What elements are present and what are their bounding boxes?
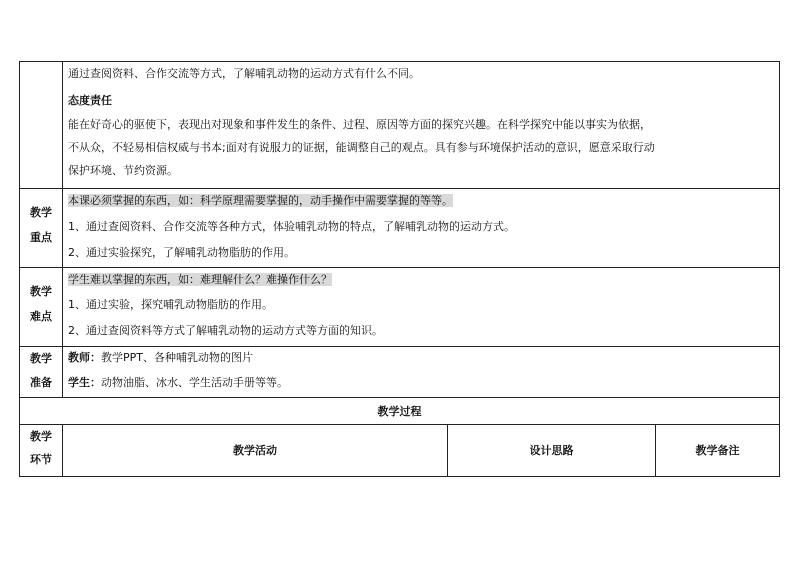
difficulties-label-2: 难点 [30, 310, 52, 323]
student-prep-label: 学生： [68, 376, 101, 389]
student-prep [68, 375, 288, 390]
preparation-label-1: 教学 [30, 352, 52, 365]
difficulties-item-2: 2、通过查阅资料等方式了解哺乳动物的运动方式等方面的知识。 [68, 324, 383, 337]
attitude-text-line-3: 保护环境、节约资源。 [68, 164, 178, 177]
process-col-design: 设计思路 [529, 444, 574, 457]
goal-text-line: 通过查阅资料、合作交流等方式，了解哺乳动物的运动方式有什么不同。 [68, 67, 420, 80]
key-points-item-2: 2、通过实验探究，了解哺乳动物脂肪的作用。 [68, 246, 295, 259]
teacher-prep-text: 教学PPT、各种哺乳动物的图片 [101, 351, 253, 364]
process-col-stage-2: 环节 [30, 453, 52, 466]
preparation-label-2: 准备 [30, 376, 52, 389]
key-points-label-2: 重点 [30, 231, 52, 244]
difficulties-note: 学生难以掌握的东西，如：难理解什么？难操作什么？ [68, 273, 332, 286]
attitude-text-line-2: 不从众，不轻易相信权威与书本;面对有说服力的证据，能调整自己的观点。具有参与环境保护活动的意识，愿意采取行动 [68, 141, 655, 154]
process-title: 教学过程 [377, 405, 422, 418]
difficulties-label-1: 教学 [30, 285, 52, 298]
teacher-prep-label: 教师： [68, 351, 101, 364]
process-col-activity: 教学活动 [233, 444, 277, 457]
attitude-title: 态度责任 [68, 94, 112, 107]
attitude-text-line-1: 能在好奇心的驱使下，表现出对现象和事件发生的条件、过程、原因等方面的探究兴趣。在科学探究中能以事实为依据， [68, 118, 651, 131]
key-points-label-1: 教学 [30, 206, 52, 219]
student-prep-text: 动物油脂、冰水、学生活动手册等等。 [101, 376, 288, 389]
process-col-stage-1: 教学 [30, 430, 52, 443]
teacher-prep [68, 350, 253, 365]
process-col-notes: 教学备注 [695, 444, 740, 457]
key-points-item-1: 1、通过查阅资料、合作交流等各种方式，体验哺乳动物的特点，了解哺乳动物的运动方式。 [68, 220, 515, 233]
difficulties-item-1: 1、通过实验，探究哺乳动物脂肪的作用。 [68, 298, 273, 311]
key-points-note: 本课必须掌握的东西，如：科学原理需要掌握的，动手操作中需要掌握的等等。 [68, 194, 453, 207]
